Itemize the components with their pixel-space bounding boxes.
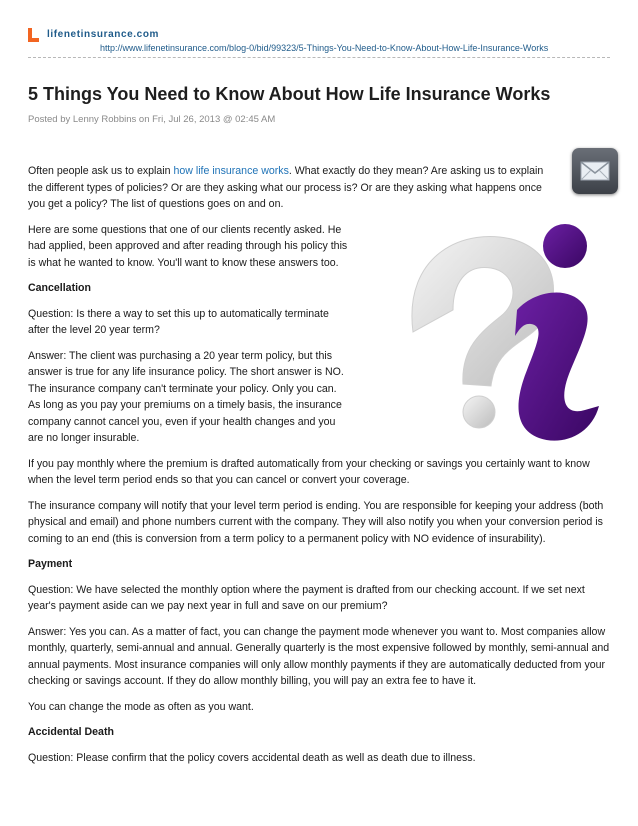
monthly-paragraph: If you pay monthly where the premium is drafted automatically from your checking or savings you certainly want to know when the level term period ends so that you can cancel or convert your coverage. <box>28 457 590 486</box>
mode-paragraph: You can change the mode as often as you want. <box>28 700 254 713</box>
question-payment: Question: We have selected the monthly option where the payment is drafted from our checking account. If we set next year's payment aside can we pay next year in full and save on our premium? <box>28 583 585 612</box>
notify-paragraph: The insurance company will notify that your level term period is ending. You are responsible for keeping your address (both physical and email) and phone numbers current with the company. They will also notify you when your conversion period is coming to an end (this is conversion from a term policy to a permanent policy with NO evidence of insurability). <box>28 499 604 545</box>
site-logo-icon <box>28 28 40 42</box>
heading-payment: Payment <box>28 558 73 570</box>
question-info-graphic <box>355 214 618 452</box>
site-name: lifenetinsurance.com <box>47 29 160 40</box>
post-meta: Posted by Lenny Robbins on Fri, Jul 26, 2013 @ 02:45 AM <box>28 114 276 125</box>
article-body <box>28 163 610 775</box>
answer-payment: Answer: Yes you can. As a matter of fact, you can change the payment mode whenever you want to. Most companies allow monthly, quarterly, semi-annual and annual. Generally quarterly is the most expensive followed by monthly, semi-annual and annual payments. Most insurance companies will only allow monthly payments if they are automatically deducted from your checking or savings account. If they do allow monthly billing, you will pay an extra fee to have it. <box>28 625 610 687</box>
question-accidental-death: Question: Please confirm that the policy covers accidental death as well as death due to illness. <box>28 751 476 764</box>
answer-cancellation: Answer: The client was purchasing a 20 year term policy, but this answer is true for any life insurance policy. The short answer is NO. The insurance company can't terminate your policy. Only you can. As long as you pay your premiums on a timely basis, the insurance company cannot cancel you, even if your health changes and you are no longer insurable. <box>28 349 344 444</box>
page-url: http://www.lifenetinsurance.com/blog-0/bid/99323/5-Things-You-Need-to-Know-About-How-Life-Insurance-Works <box>100 43 549 53</box>
heading-accidental-death: Accidental Death <box>28 726 114 738</box>
article-title: 5 Things You Need to Know About How Life Insurance Works <box>28 84 551 104</box>
questions-paragraph: Here are some questions that one of our clients recently asked. He had applied, been approved and after reading through his policy this is what he wanted to know. You'll want to know these answers too. <box>28 223 348 269</box>
intro-paragraph: Often people ask us to explain how life insurance works. What exactly do they mean? Are asking us to explain the different types of policies? Or are they asking what our process is? Or are they asking what happens once you get a policy? The list of questions goes on and on. <box>28 165 544 210</box>
header-divider <box>28 57 610 58</box>
heading-cancellation: Cancellation <box>28 282 91 294</box>
life-insurance-link[interactable]: how life insurance works <box>173 165 289 177</box>
question-cancellation: Question: Is there a way to set this up to automatically terminate after the level 20 year term? <box>28 307 329 336</box>
